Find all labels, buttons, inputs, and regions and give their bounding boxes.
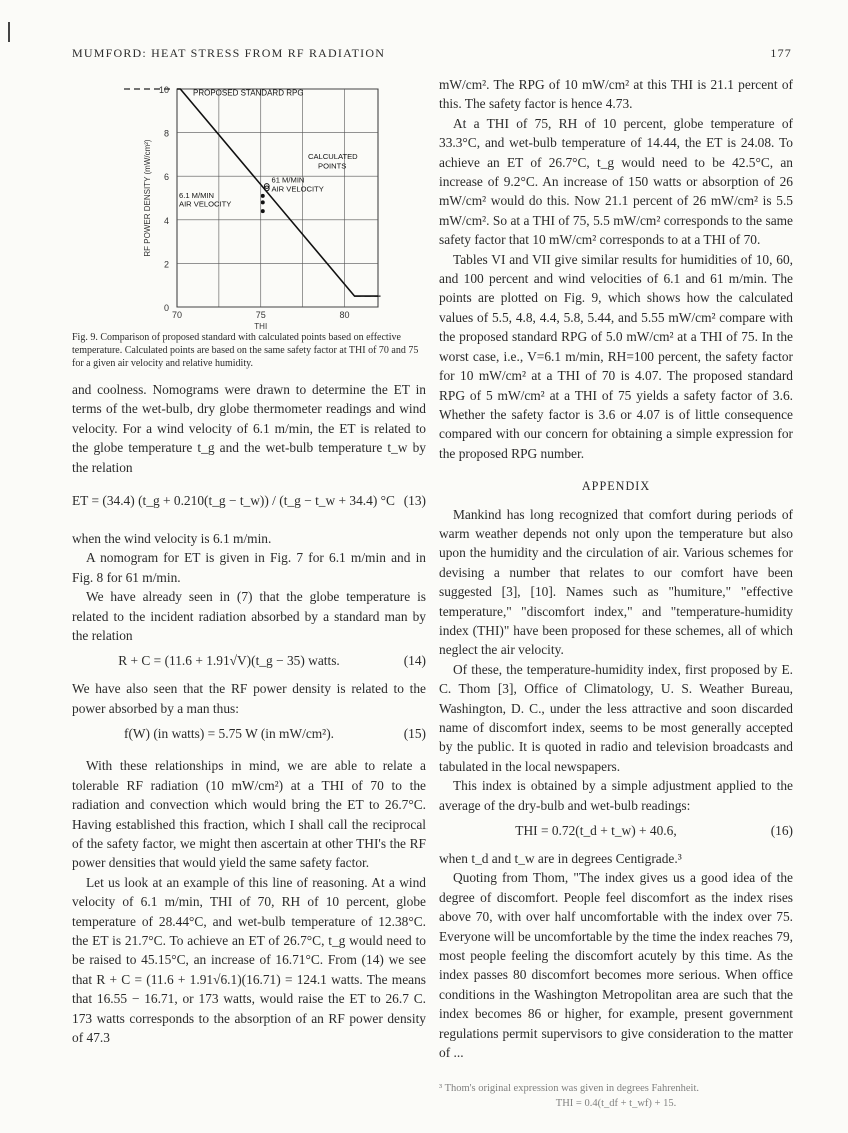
- footnote-equation: THI = 0.4(t_df + t_wf) + 15.: [555, 1097, 677, 1109]
- running-title: MUMFORD: HEAT STRESS FROM RF RADIATION: [72, 46, 386, 60]
- y-tick-label: 10: [158, 85, 169, 95]
- paragraph: when t_d and t_w are in degrees Centigrade.³: [439, 851, 682, 867]
- x-tick-label: 80: [339, 310, 350, 320]
- paragraph: We have already seen in (7) that the globe temperature is related to the incident radiation absorbed by a standard man by the relation: [72, 589, 426, 644]
- section-heading: APPENDIX: [581, 479, 651, 494]
- y-tick-label: 8: [163, 128, 169, 139]
- paragraph: Quoting from Thom, "The index gives us a good idea of the degree of discomfort. People feel discomfort as the index rises above 70, with over half uncomfortable with the index over 75. Everyone will be uncomfortable by the time the index reaches 79, most people feeling the discomfort acutely by this time. As the index passes 80 discomfort becomes more serious. When office conditions in the Washington Metropolitan area are such that the index becomes 86 or higher, for example, present government regulations permit supervisors to give consideration to the matter of ...: [439, 870, 793, 1061]
- paragraph: This index is obtained by a simple adjustment applied to the average of the dry-bulb and wet-bulb readings:: [439, 778, 793, 813]
- annotation-61: 61 M/MIN: [271, 175, 305, 185]
- equation-14: [72, 651, 426, 673]
- data-point-6-1: [261, 194, 265, 198]
- equation-13: [72, 483, 426, 523]
- paragraph: Tables VI and VII give similar results for humidities of 10, 60, and 100 percent and wind velocities of 6.1 and 61 m/min. The points are plotted on Fig. 9, which shows how the calculated values of 5.5, 4.8, 4.4, 5.8, 5.44, and 5.55 mW/cm² compare with the proposed standard RPG of 5.0 mW/cm² at a THI of 75. In the worst case, i.e., V=6.1 m/min, RH=100 percent, the safety factor for 10 mW/cm² at a THI of 70 is 4.07. The proposed standard RPG of 5 mW/cm² at a THI of 75 yields a safety factor of 3.6. Whether the safety factor is 3.6 or 4.07 is of little consequence compared with our concern for obtaining a simple expression for the proposed RPG number.: [439, 251, 793, 461]
- equation-number: (16): [770, 823, 793, 839]
- page-number: 177: [770, 46, 792, 60]
- page-header: [72, 46, 792, 66]
- annotation-proposed: PROPOSED STANDARD RPG: [193, 88, 304, 98]
- y-tick-label: 0: [163, 303, 169, 313]
- paragraph: mW/cm². The RPG of 10 mW/cm² at this THI is 21.1 percent of this. The safety factor is hence 4.73.: [439, 77, 793, 112]
- annotation-61: AIR VELOCITY: [271, 184, 324, 194]
- x-tick-label: 70: [171, 310, 183, 320]
- equation-number: (14): [403, 653, 426, 669]
- x-tick-label: 75: [255, 310, 266, 320]
- data-point-6-1: [261, 209, 265, 213]
- data-point-6-1: [261, 200, 265, 204]
- y-tick-label: 6: [163, 172, 169, 183]
- equation-body: THI = 0.72(t_d + t_w) + 40.6,: [515, 823, 677, 839]
- equation-body: f(W) (in watts) = 5.75 W (in mW/cm²).: [123, 726, 335, 742]
- paragraph: when the wind velocity is 6.1 m/min.: [72, 531, 272, 547]
- annotation-6-1: 6.1 M/MIN: [179, 191, 215, 200]
- figure-9: [72, 75, 426, 331]
- footnote: [439, 1081, 793, 1111]
- paragraph: With these relationships in mind, we are able to relate a tolerable RF radiation (10 mW/cm²) at a THI of 70 to the radiation and convection which would bring the ET to 26.7°C. Having established this fraction, which I shall call the reciprocal of the safety factor, we might then ascertain at other THI's the RF power densities that would yield the same safety factor.: [72, 758, 426, 871]
- chart: [72, 75, 426, 331]
- x-axis-label: THI: [254, 322, 268, 331]
- paragraph: A nomogram for ET is given in Fig. 7 for 6.1 m/min and in Fig. 8 for 61 m/min.: [72, 550, 426, 585]
- scan-mark: [8, 22, 10, 42]
- equation-body: R + C = (11.6 + 1.91√V)(t_g − 35) watts.: [118, 653, 340, 669]
- annotation-calculated: POINTS: [318, 161, 347, 171]
- paragraph: Let us look at an example of this line of reasoning. At a wind velocity of 6.1 m/min, THI of 70, RH of 10 percent, globe temperature of 28.44°C, and wet-bulb temperature of 12.38°C. the ET is 21.7°C. To achieve an ET of 26.7°C, t_g would need to be raised to 45.15°C, an increase of 16.71°C. From (14) we see that R + C = (11.6 + 1.91√6.1)(16.71) = 124.1 watts. The means that 16.55 − 16.71, or 173 watts, would raise the ET to 26.7 C. 173 watts corresponds to the absorption of an RF power density of 47.3: [72, 874, 426, 1045]
- paragraph: We have also seen that the RF power density is related to the power absorbed by a man thus:: [72, 681, 426, 716]
- paragraph: and coolness. Nomograms were drawn to determine the ET in terms of the wet-bulb, dry globe thermometer readings and wind velocity. For a wind velocity of 6.1 m/min, the ET is related to the globe temperature t_g and the wet-bulb temperature t_w by the relation: [72, 382, 426, 475]
- annotation-calculated: CALCULATED: [308, 151, 358, 161]
- paragraph: Of these, the temperature-humidity index, first proposed by E. C. Thom [3], Office of Climatology, U. S. Weather Bureau, Washington, D. C., under the less attractive and soon discarded name of discomfort index, seems to be most generally accepted by the public. It is quoted in radio and television broadcasts and tabulated in the local newspapers.: [439, 661, 793, 774]
- footnote-text: ³ Thom's original expression was given in degrees Fahrenheit.: [439, 1082, 699, 1094]
- annotation-6-1: AIR VELOCITY: [179, 199, 232, 209]
- equation-16: [439, 821, 793, 843]
- y-tick-label: 2: [163, 259, 169, 270]
- paragraph: Mankind has long recognized that comfort during periods of warm weather depends not only upon the temperature but also upon the humidity and the circulation of air. Various schemes for devising a number that relates to our comfort have been suggested [3], [10]. Names such as "humiture," "effective temperature," "discomfort index," and "temperature-humidity index (THI)" have been proposed for these schemes, all of which neglect the air velocity.: [439, 506, 793, 658]
- equation-15: [72, 724, 426, 746]
- equation-body: ET = (34.4) (t_g + 0.210(t_g − t_w)) / (t_g − t_w + 34.4) °C: [72, 493, 395, 509]
- paragraph: At a THI of 75, RH of 10 percent, globe temperature of 33.3°C, and wet-bulb temperature of 14.44, the ET is 24.08. To achieve an ET of 26.7°C, t_g would need to be 42.5°C, an increase of 9.2°C. An increase of 150 watts or absorption of 26 mW/cm² would do this. Now 21.1 percent of 26 mW/cm² is 5.5 mW/cm². So at a THI of 75, 5.5 mW/cm² corresponds to the same safety factor that 10 mW/cm² corresponds to at a THI of 70.: [439, 115, 793, 248]
- y-axis-label: RF POWER DENSITY (mW/cm²): [143, 139, 152, 257]
- equation-number: (15): [403, 726, 426, 742]
- y-tick-label: 4: [163, 215, 169, 226]
- left-column: [72, 75, 426, 1047]
- figure-caption: Fig. 9. Comparison of proposed standard with calculated points based on effective temperature. Calculated points are based on the same safety factor at THI of 70 and 75 for a given air velocity and relative humidity.: [72, 332, 419, 369]
- equation-number: (13): [403, 493, 426, 509]
- right-column: [439, 75, 793, 1111]
